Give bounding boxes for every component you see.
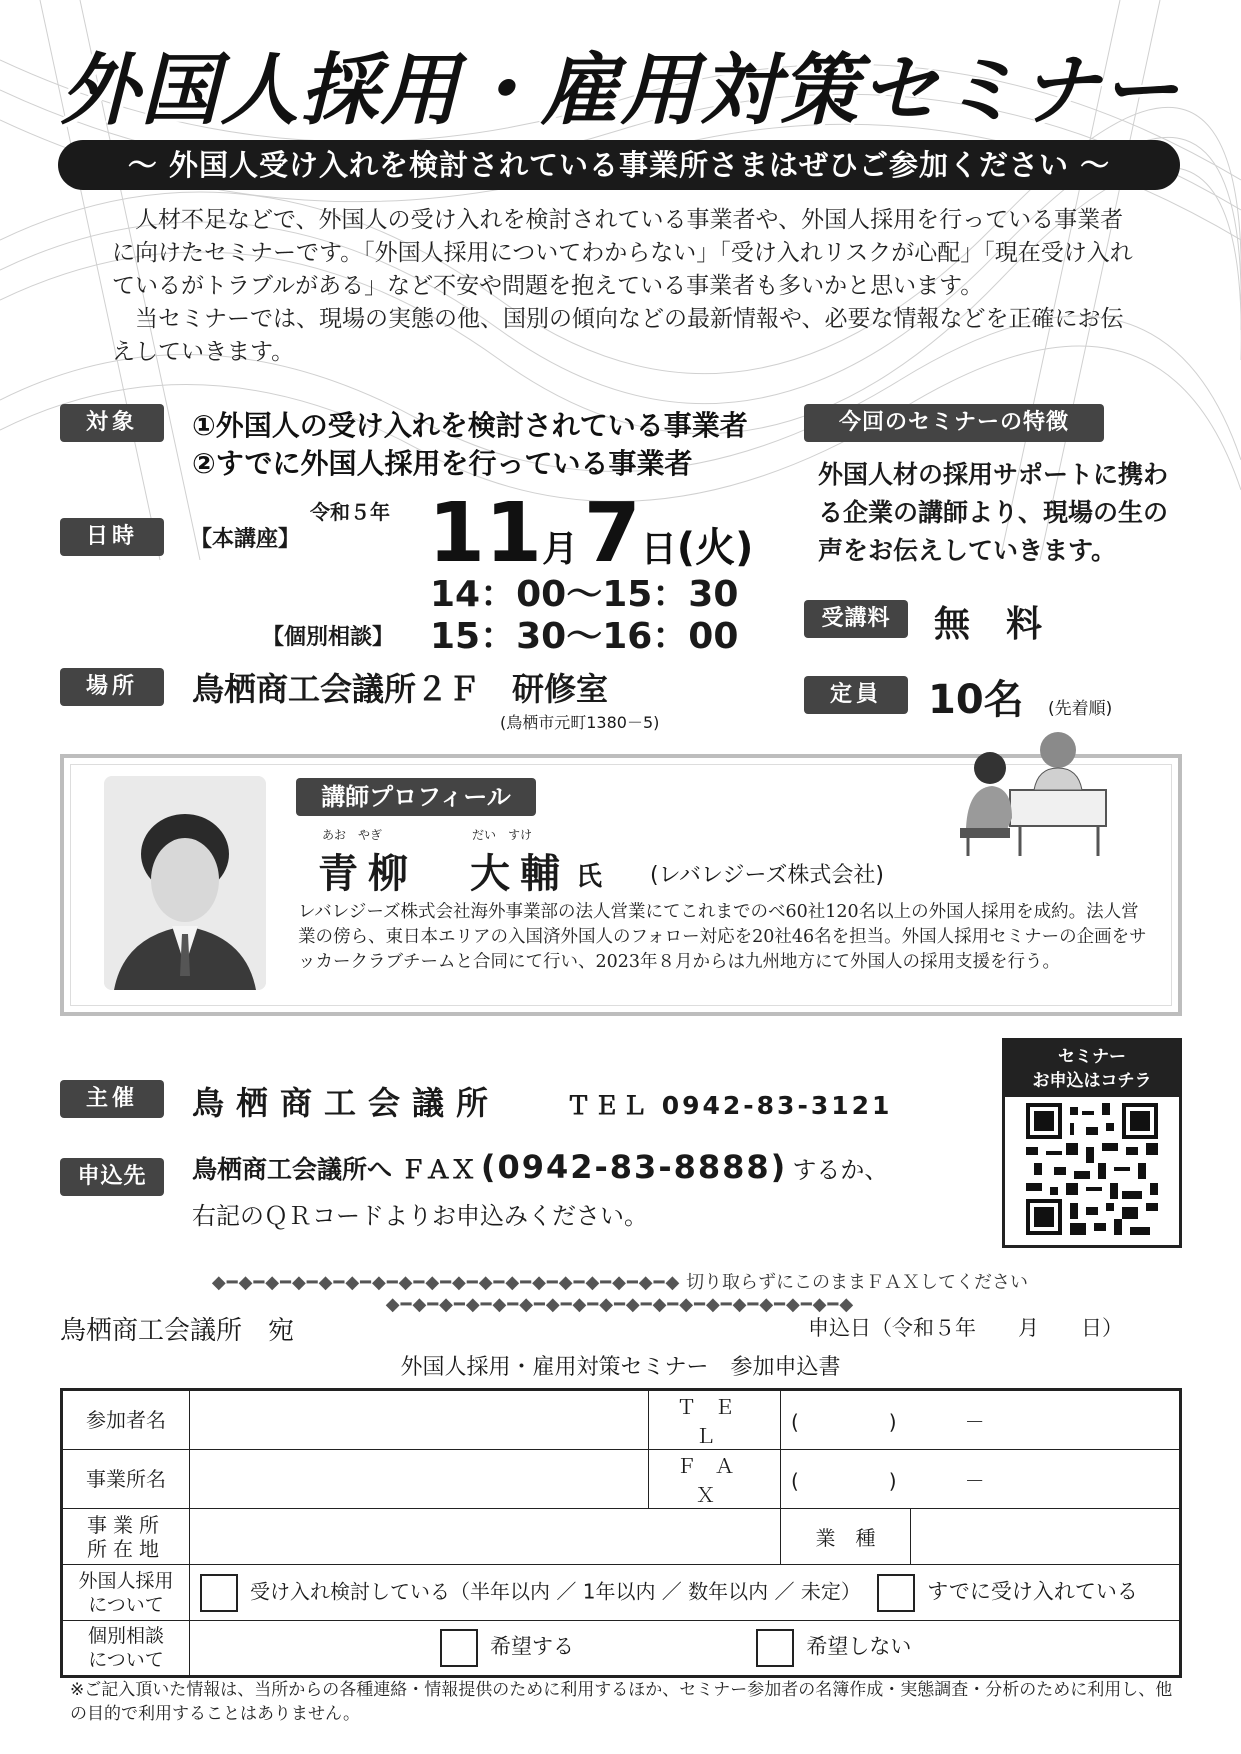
consult-time: 15：30～16：00 [430,616,739,657]
location-field[interactable] [190,1509,781,1565]
date-month: 11 [428,486,543,581]
place-name: 鳥栖商工会議所２Ｆ 研修室 [192,670,609,708]
already-checkbox[interactable] [877,1574,915,1612]
page-title: 外国人採用・雇用対策セミナー [60,46,1181,136]
consider-option-label: 受け入れ検討している（半年以内 ／ 1年以内 ／ 数年以内 ／ 未定） [250,1579,861,1603]
capacity-tag: 定員 [804,676,908,714]
features-text: 外国人材の採用サポートに携わる企業の講師より、現場の生の声をお伝えしていきます。 [818,460,1169,565]
intro-paragraph-1: 人材不足などで、外国人の受け入れを検討されている事業者や、外国人採用を行っている事業者に向けたセミナーです。「外国人採用についてわからない」「受け入れリスクが心配」「現在受け入れているがトラブルがある」など不安や問題を抱えている事業者も多いかと思います。 [112,207,1133,299]
place-address: (鳥栖市元町1380－5) [500,713,660,732]
speaker-honorific: 氏 [576,862,603,892]
apply-fax-number: (0942-83-8888) [480,1148,788,1186]
privacy-footnote: ※ご記入頂いた情報は、当所からの各種連絡・情報提供のために利用するほか、セミナー参加者の名簿作成・実態調査・分析のために利用し、他の目的で利用することはありません。 [70,1680,1173,1724]
foreign-hiring-options [190,1565,1181,1621]
profile-tag: 講師プロフィール [296,778,536,816]
apply-suffix: するか、 [792,1156,889,1184]
location-label: 事業所 所在地 [62,1509,190,1565]
main-session-label: 【本講座】 [190,527,301,552]
form-date: 申込日（令和５年 月 日） [808,1316,1123,1340]
want-consult-checkbox[interactable] [440,1629,478,1667]
apply-line-2: 右記のＱＲコードよりお申込みください。 [192,1202,648,1230]
speaker-surname: 青柳 [318,850,418,897]
company-label: 事業所名 [62,1450,190,1509]
participant-field[interactable] [190,1390,649,1450]
participant-label: 参加者名 [62,1390,190,1450]
date-day: 7 [583,486,641,581]
speaker-photo [104,776,266,990]
consultation-illustration [950,728,1110,858]
want-consult-label: 希望する [490,1634,574,1659]
foreign-hiring-label: 外国人採用 について [62,1565,190,1621]
apply-prefix: 鳥栖商工会議所へ ＦＡＸ [192,1155,476,1184]
company-field[interactable] [190,1450,649,1509]
consider-checkbox[interactable] [200,1574,238,1612]
organizer-tel: ＴＥＬ 0942-83-3121 [566,1091,893,1120]
target-line-1: ①外国人の受け入れを検討されている事業者 [192,409,748,442]
qr-box[interactable] [1002,1038,1182,1248]
given-ruby: だい すけ [472,828,533,842]
place-tag: 場所 [60,668,164,706]
organizer-tag: 主催 [60,1080,164,1118]
form-title: 外国人採用・雇用対策セミナー 参加申込書 [400,1355,841,1380]
consult-request-label: 個別相談 について [62,1621,190,1677]
fee-value: 無 料 [934,604,1043,645]
tel-label: ＴＥＬ [649,1390,781,1450]
industry-label: 業 種 [781,1509,911,1565]
no-consult-label: 希望しない [806,1634,912,1659]
fee-tag: 受講料 [804,600,908,638]
consult-request-options [190,1621,1181,1677]
date-weekday: (火) [676,525,754,571]
era-year: 令和５年 [310,500,390,524]
no-consult-checkbox[interactable] [756,1629,794,1667]
apply-line-1 [192,1148,888,1186]
datetime-tag: 日時 [60,518,164,556]
consult-label: 【個別相談】 [262,625,395,650]
main-session-time: 14：00～15：30 [430,574,739,615]
cut-line-text: 切り取らずにこのままＦＡＸしてください [686,1272,1029,1293]
intro-text [112,204,1142,369]
qr-heading-line-1: セミナー [1058,1047,1126,1067]
capacity-note: (先着順) [1048,699,1113,719]
target-line-2: ②すでに外国人採用を行っている事業者 [192,447,693,480]
fax-field[interactable]: ( ) － [781,1450,1181,1509]
cut-line: ◆━◆━◆━◆━◆━◆━◆━◆━◆━◆━◆━◆━◆━◆━◆━◆━◆━◆ 切り取らずにこのままＦＡＸしてください ◆━◆━◆━◆━◆━◆━◆━◆━◆━◆━◆━◆━◆━◆━◆━◆━◆━◆ [211,1272,1029,1315]
apply-tag: 申込先 [60,1158,164,1196]
speaker-bio: レバレジーズ株式会社海外事業部の法人営業にてこれまでのべ60社120名以上の外国人採用を成約。法人営業の傍ら、東日本エリアの入国済外国人のフォロー対応を20社46名を担当。外国人採用セミナーの企画をサッカークラブチームと合同にて行い、2023年８月からは九州地方にて外国人の採用支援を行う。 [298,902,1147,972]
capacity-value: 10名 [928,677,1024,723]
qr-heading [1005,1041,1179,1097]
intro-paragraph-2: 当セミナーでは、現場の実態の他、国別の傾向などの最新情報や、必要な情報などを正確にお伝えしていきます。 [112,306,1124,365]
application-form [60,1388,1182,1678]
speaker-portrait-icon [104,776,266,990]
target-tag: 対象 [60,404,164,442]
organizer-name: 鳥栖商工会議所 [192,1084,501,1122]
features-tag: 今回のセミナーの特徴 [804,404,1104,442]
form-recipient: 鳥栖商工会議所 宛 [60,1316,295,1346]
tel-field[interactable]: ( ) － [781,1390,1181,1450]
speaker-given-name: 大輔 [470,850,570,897]
qr-heading-line-2: お申込はコチラ [1032,1071,1152,1091]
date-day-unit: 日 [640,529,677,570]
date-month-unit: 月 [542,529,579,570]
qr-code-icon[interactable] [1026,1103,1158,1235]
surname-ruby: あお やぎ [322,828,383,842]
already-option-label: すでに受け入れている [927,1579,1138,1603]
fax-label: ＦＡＸ [649,1450,781,1509]
industry-field[interactable] [911,1509,1181,1565]
speaker-company: (レバレジーズ株式会社) [650,863,884,888]
subtitle-banner: ～ 外国人受け入れを検討されている事業所さまはぜひご参加ください ～ [58,140,1180,190]
